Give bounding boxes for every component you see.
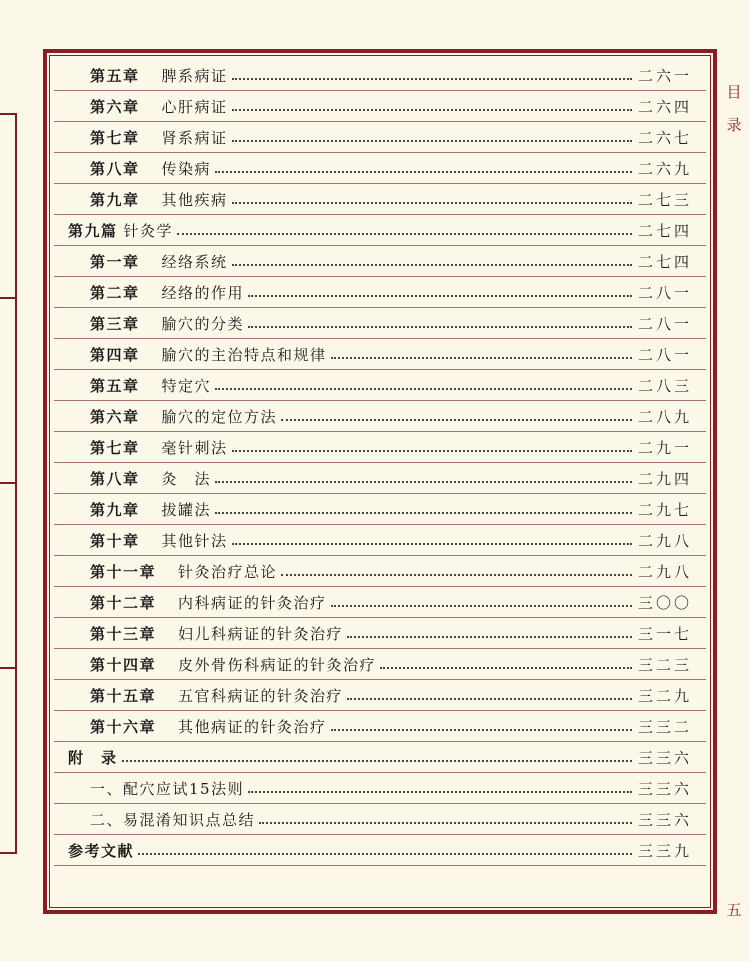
toc-entry-page: 二九七 bbox=[637, 500, 692, 519]
toc-entry-page: 二七三 bbox=[637, 190, 692, 209]
toc-entry-number: 第九章 bbox=[90, 500, 140, 519]
toc-entry[interactable] bbox=[54, 587, 706, 618]
toc-entry-title: 腧穴的分类 bbox=[161, 314, 245, 333]
toc-entry-page: 二六一 bbox=[637, 66, 692, 85]
toc-entry-title: 传染病 bbox=[161, 159, 212, 178]
toc-entry-number: 第六章 bbox=[90, 97, 140, 116]
dot-leader bbox=[232, 450, 632, 452]
dot-leader bbox=[347, 698, 632, 700]
toc-entry-number: 第十二章 bbox=[90, 593, 157, 612]
toc-entry[interactable] bbox=[54, 370, 706, 401]
toc-entry-page: 二六七 bbox=[637, 128, 692, 147]
toc-entry-title: 肾系病证 bbox=[161, 128, 228, 147]
toc-entry[interactable] bbox=[54, 339, 706, 370]
toc-entry-number: 第十三章 bbox=[90, 624, 157, 643]
toc-entry[interactable] bbox=[54, 525, 706, 556]
toc-entry-page: 三三二 bbox=[637, 717, 692, 736]
toc-entry-page: 二九八 bbox=[637, 562, 692, 581]
toc-entry-page: 二九一 bbox=[637, 438, 692, 457]
toc-entry[interactable] bbox=[54, 773, 706, 804]
toc-entry-number: 第十六章 bbox=[90, 717, 157, 736]
toc-entry-title: 毫针刺法 bbox=[161, 438, 228, 457]
toc-entry-number: 第七章 bbox=[90, 128, 140, 147]
toc-entry-title: 内科病证的针灸治疗 bbox=[178, 593, 327, 612]
toc-entry[interactable] bbox=[54, 122, 706, 153]
dot-leader bbox=[281, 419, 632, 421]
toc-entry-title: 针灸学 bbox=[123, 221, 174, 240]
side-bracket-tick bbox=[0, 297, 17, 299]
side-label-char: 录 bbox=[726, 116, 742, 134]
toc-entry-page: 二九八 bbox=[637, 531, 692, 550]
toc-entry-title: 特定穴 bbox=[161, 376, 212, 395]
toc-entry-title: 针灸治疗总论 bbox=[178, 562, 278, 581]
toc-entry-number: 第五章 bbox=[90, 376, 140, 395]
toc-entry-title: 其他病证的针灸治疗 bbox=[178, 717, 327, 736]
toc-entry-number: 第四章 bbox=[90, 345, 140, 364]
toc-entry-page: 三二九 bbox=[637, 686, 692, 705]
toc-entry[interactable] bbox=[54, 556, 706, 587]
toc-entry[interactable] bbox=[54, 153, 706, 184]
toc-entry-page: 二八一 bbox=[637, 314, 692, 333]
dot-leader bbox=[138, 853, 632, 855]
dot-leader bbox=[232, 202, 632, 204]
toc-entry-number: 第八章 bbox=[90, 469, 140, 488]
toc-entry-page: 二八九 bbox=[637, 407, 692, 426]
toc-entry-title: 脾系病证 bbox=[161, 66, 228, 85]
dot-leader bbox=[215, 512, 632, 514]
toc-entry[interactable] bbox=[54, 649, 706, 680]
toc-entry[interactable] bbox=[54, 835, 706, 866]
toc-entry-number: 第十五章 bbox=[90, 686, 157, 705]
toc-entry-title: 五官科病证的针灸治疗 bbox=[178, 686, 344, 705]
toc-entry-title: 灸 法 bbox=[161, 469, 212, 488]
dot-leader bbox=[248, 791, 632, 793]
side-label-char: 目 bbox=[726, 83, 742, 101]
toc-entry-page: 二六四 bbox=[637, 97, 692, 116]
toc-entry-number: 第九篇 bbox=[68, 221, 118, 240]
toc-entry-number: 第八章 bbox=[90, 159, 140, 178]
toc-entry[interactable] bbox=[54, 308, 706, 339]
toc-entry-title: 心肝病证 bbox=[161, 97, 228, 116]
toc-entry-title: 其他针法 bbox=[161, 531, 228, 550]
toc-entry[interactable] bbox=[54, 742, 706, 773]
toc-entry-title: 经络的作用 bbox=[161, 283, 245, 302]
toc-entry[interactable] bbox=[54, 711, 706, 742]
dot-leader bbox=[232, 264, 632, 266]
toc-entry-page: 三一七 bbox=[637, 624, 692, 643]
toc-entry-title: 腧穴的主治特点和规律 bbox=[161, 345, 327, 364]
toc-entry-title: 其他疾病 bbox=[161, 190, 228, 209]
toc-entry-page: 二七四 bbox=[637, 252, 692, 271]
toc-entry[interactable] bbox=[54, 804, 706, 835]
toc-entry[interactable] bbox=[54, 91, 706, 122]
dot-leader bbox=[248, 326, 632, 328]
toc-entry-number: 第十章 bbox=[90, 531, 140, 550]
toc-entry-page: 三三六 bbox=[637, 748, 692, 767]
dot-leader bbox=[232, 140, 632, 142]
dot-leader bbox=[331, 357, 632, 359]
toc-entry-number: 第七章 bbox=[90, 438, 140, 457]
dot-leader bbox=[331, 605, 632, 607]
toc-entry-number: 第六章 bbox=[90, 407, 140, 426]
dot-leader bbox=[331, 729, 632, 731]
toc-entry-number: 第一章 bbox=[90, 252, 140, 271]
side-bracket-tick bbox=[0, 482, 17, 484]
toc-entry-page: 三〇〇 bbox=[637, 593, 692, 612]
toc-entry[interactable] bbox=[54, 432, 706, 463]
dot-leader bbox=[232, 543, 632, 545]
toc-entry[interactable] bbox=[54, 60, 706, 91]
toc-entry-page: 三三九 bbox=[637, 841, 692, 860]
dot-leader bbox=[177, 233, 632, 235]
toc-entry-number: 附 录 bbox=[68, 748, 118, 767]
toc-entry-page: 二八三 bbox=[637, 376, 692, 395]
toc-entry-number: 参考文献 bbox=[68, 841, 135, 860]
toc-entry[interactable] bbox=[54, 246, 706, 277]
dot-leader bbox=[380, 667, 632, 669]
dot-leader bbox=[281, 574, 632, 576]
toc-entry-title: 一、配穴应试15法则 bbox=[90, 779, 245, 798]
dot-leader bbox=[347, 636, 632, 638]
toc-entry-title: 二、易混淆知识点总结 bbox=[90, 810, 256, 829]
toc-entry-page: 二七四 bbox=[637, 221, 692, 240]
toc-entry-number: 第十四章 bbox=[90, 655, 157, 674]
toc-entry-page: 二九四 bbox=[637, 469, 692, 488]
toc-entry[interactable] bbox=[54, 680, 706, 711]
toc-entry-page: 三二三 bbox=[637, 655, 692, 674]
dot-leader bbox=[215, 171, 632, 173]
toc-entry-page: 三三六 bbox=[637, 779, 692, 798]
toc-entry[interactable] bbox=[54, 618, 706, 649]
toc-entry[interactable] bbox=[54, 184, 706, 215]
toc-entry-page: 三三六 bbox=[637, 810, 692, 829]
dot-leader bbox=[215, 388, 632, 390]
dot-leader bbox=[259, 822, 632, 824]
toc-entry-page: 二八一 bbox=[637, 283, 692, 302]
dot-leader bbox=[122, 760, 632, 762]
toc-entry-title: 皮外骨伤科病证的针灸治疗 bbox=[178, 655, 377, 674]
toc-entry-title: 拔罐法 bbox=[161, 500, 212, 519]
toc-entry-number: 第二章 bbox=[90, 283, 140, 302]
toc-entry[interactable] bbox=[54, 401, 706, 432]
dot-leader bbox=[232, 78, 632, 80]
toc-entry-page: 二八一 bbox=[637, 345, 692, 364]
side-bracket-tick bbox=[0, 667, 17, 669]
toc-entry-title: 妇儿科病证的针灸治疗 bbox=[178, 624, 344, 643]
toc-entry[interactable] bbox=[54, 463, 706, 494]
toc-entry-number: 第三章 bbox=[90, 314, 140, 333]
toc-entry-number: 第十一章 bbox=[90, 562, 157, 581]
toc-entry-title: 经络系统 bbox=[161, 252, 228, 271]
toc-entry[interactable] bbox=[54, 215, 706, 246]
toc-entry-number: 第九章 bbox=[90, 190, 140, 209]
dot-leader bbox=[232, 109, 632, 111]
dot-leader bbox=[215, 481, 632, 483]
toc-entry-number: 第五章 bbox=[90, 66, 140, 85]
toc-entry[interactable] bbox=[54, 494, 706, 525]
dot-leader bbox=[248, 295, 632, 297]
toc-entry-page: 二六九 bbox=[637, 159, 692, 178]
page-number: 五 bbox=[726, 901, 742, 919]
toc-entry-title: 腧穴的定位方法 bbox=[161, 407, 278, 426]
toc-entry[interactable] bbox=[54, 277, 706, 308]
